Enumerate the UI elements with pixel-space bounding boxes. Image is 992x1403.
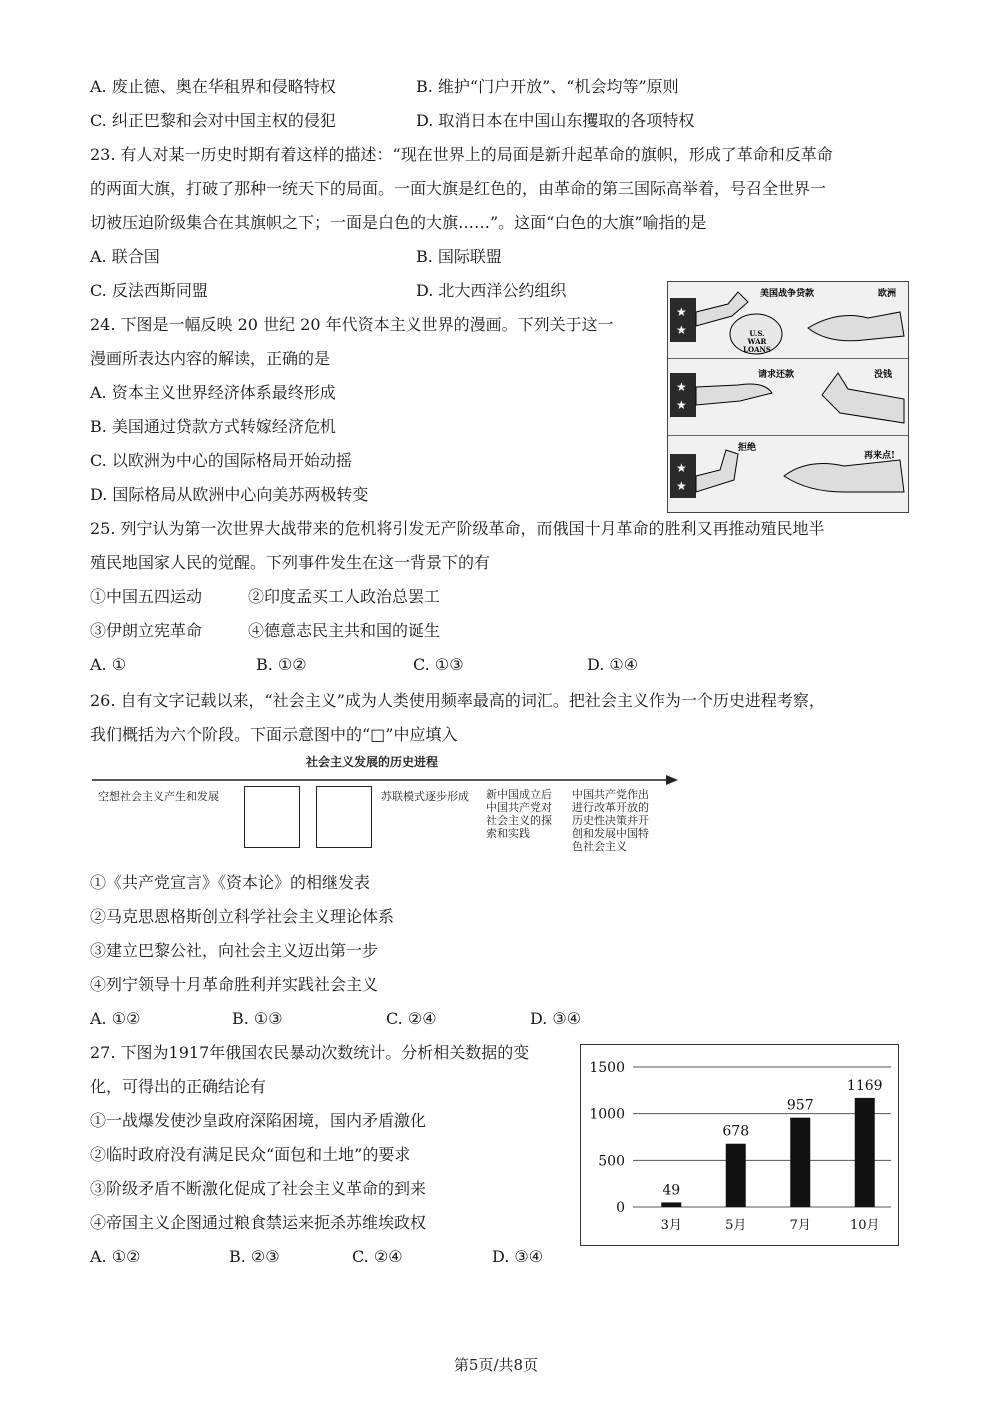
svg-text:★: ★ xyxy=(676,380,687,394)
q24-option-b: B. 美国通过贷款方式转嫁经济危机 xyxy=(90,417,336,436)
timeline-stage5-line-4: 索和实践 xyxy=(486,827,530,840)
cartoon-caption-europe: 欧洲 xyxy=(878,289,897,299)
q23-stem-line-2: 的两面大旗，打破了那种一统天下的局面。一面大旗是红色的，由革命的第三国际高举着，号召全世界一 xyxy=(90,179,827,198)
chart-bar xyxy=(726,1144,746,1207)
q26-stem-line-1: 26. 自有文字记载以来，“社会主义”成为人类使用频率最高的词汇。把社会主义作为一个历史进程考察， xyxy=(90,691,825,710)
q23-stem-line-1: 23. 有人对某一历史时期有着这样的描述：“现在世界上的局面是新升起革命的旗帜，形成了革命和反革命 xyxy=(90,145,833,164)
q25-item-2: ②印度孟买工人政治总罢工 xyxy=(248,587,441,606)
timeline-stage6-line-5: 色社会主义 xyxy=(572,840,627,853)
q26-item-3: ③建立巴黎公社，向社会主义迈出第一步 xyxy=(90,941,379,960)
q22-option-a: A. 废止德、奥在华租界和侵略特权 xyxy=(90,77,336,96)
chart-y-tick-label: 1500 xyxy=(589,1060,625,1076)
q26-option-d: D. ③④ xyxy=(530,1009,582,1028)
q26-option-a: A. ①② xyxy=(90,1009,141,1028)
chart-x-tick-label: 3月 xyxy=(660,1218,682,1233)
timeline-blank-box-1 xyxy=(244,786,300,848)
timeline-stage6-line-2: 进行改革开放的 xyxy=(572,801,649,814)
q26-option-c: C. ②④ xyxy=(386,1009,437,1028)
q23-option-b: B. 国际联盟 xyxy=(416,247,502,266)
q26-option-b: B. ①③ xyxy=(232,1009,283,1028)
q24-option-c: C. 以欧洲为中心的国际格局开始动摇 xyxy=(90,451,352,470)
chart-bar xyxy=(661,1202,681,1207)
q22-option-c: C. 纠正巴黎和会对中国主权的侵犯 xyxy=(90,111,336,130)
timeline-blank-box-2 xyxy=(316,786,372,848)
q26-stem-line-2: 我们概括为六个阶段。下面示意图中的“□”中应填入 xyxy=(90,725,458,744)
q22-option-d: D. 取消日本在中国山东攫取的各项特权 xyxy=(416,111,695,130)
timeline-title: 社会主义发展的历史进程 xyxy=(306,755,439,769)
q26-item-2: ②马克思恩格斯创立科学社会主义理论体系 xyxy=(90,907,395,926)
q25-stem-line-1: 25. 列宁认为第一次世界大战带来的危机将引发无产阶级革命，而俄国十月革命的胜利又再推动殖民地半 xyxy=(90,519,825,538)
q27-option-d: D. ③④ xyxy=(492,1247,544,1266)
chart-y-tick-label: 0 xyxy=(616,1200,625,1216)
svg-text:★: ★ xyxy=(676,461,687,475)
timeline-stage-utopian: 空想社会主义产生和发展 xyxy=(98,790,219,803)
q26-item-4: ④列宁领导十月革命胜利并实践社会主义 xyxy=(90,975,379,994)
q25-option-d: D. ①④ xyxy=(587,655,639,674)
q27-option-a: A. ①② xyxy=(90,1247,141,1266)
chart-value-label: 49 xyxy=(662,1182,681,1199)
timeline-stage5-line-3: 社会主义的探 xyxy=(486,814,552,827)
timeline-stage5-line-2: 中国共产党对 xyxy=(486,801,552,814)
cartoon-panel-1 xyxy=(668,282,908,359)
chart-value-label: 957 xyxy=(786,1097,814,1114)
chart-value-label: 678 xyxy=(722,1123,750,1140)
timeline-arrow xyxy=(90,772,680,786)
war-loans-cartoon xyxy=(667,281,909,513)
chart-y-tick-label: 1000 xyxy=(589,1106,625,1123)
cartoon-caption-no-money: 没钱 xyxy=(874,370,893,380)
q27-item-4: ④帝国主义企图通过粮食禁运来扼杀苏维埃政权 xyxy=(90,1213,427,1232)
q23-stem-line-3: 切被压迫阶级集合在其旗帜之下；一面是白色的大旗……”。这面“白色的大旗”喻指的是 xyxy=(90,213,707,232)
timeline-stage6-line-1: 中国共产党作出 xyxy=(572,788,649,801)
q23-option-d: D. 北大西洋公约组织 xyxy=(416,281,567,300)
chart-y-tick-label: 500 xyxy=(598,1153,625,1170)
q25-item-1: ①中国五四运动 xyxy=(90,587,203,606)
q25-item-3: ③伊朗立宪革命 xyxy=(90,621,203,640)
q25-option-c: C. ①③ xyxy=(413,655,464,674)
q27-stem-line-2: 化，可得出的正确结论有 xyxy=(90,1077,267,1096)
svg-text:★: ★ xyxy=(676,479,687,493)
q26-item-1: ①《共产党宣言》《资本论》的相继发表 xyxy=(90,873,371,892)
chart-bar xyxy=(855,1098,875,1207)
timeline-stage-new-china xyxy=(486,788,552,840)
q24-option-d: D. 国际格局从欧洲中心向美苏两极转变 xyxy=(90,485,369,504)
q23-option-a: A. 联合国 xyxy=(90,247,160,266)
cartoon-caption-us-war-loans: 美国战争贷款 xyxy=(760,289,815,299)
cartoon-caption-more: 再来点! xyxy=(864,451,895,461)
timeline-stage-soviet-model: 苏联模式逐步形成 xyxy=(381,790,469,803)
chart-bar xyxy=(790,1118,810,1207)
timeline-stage5-line-1: 新中国成立后 xyxy=(486,788,552,801)
svg-text:★: ★ xyxy=(676,305,687,319)
q22-option-b: B. 维护“门户开放”、“机会均等”原则 xyxy=(416,77,679,96)
q27-item-3: ③阶级矛盾不断激化促成了社会主义革命的到来 xyxy=(90,1179,427,1198)
cartoon-bag-label: U.S. WAR LOANS xyxy=(743,329,771,354)
cartoon-caption-request-repayment: 请求还款 xyxy=(758,370,795,380)
q25-item-4: ④德意志民主共和国的诞生 xyxy=(248,621,441,640)
cartoon-panel-2 xyxy=(668,359,908,436)
timeline-stage6-line-4: 创和发展中国特 xyxy=(572,827,649,840)
q25-stem-line-2: 殖民地国家人民的觉醒。下列事件发生在这一背景下的有 xyxy=(90,553,491,572)
peasant-uprisings-chart xyxy=(580,1044,899,1246)
chart-x-tick-label: 7月 xyxy=(789,1218,811,1233)
timeline-stage6-line-3: 历史性决策并开 xyxy=(572,814,649,827)
q24-stem-line-2: 漫画所表达内容的解读，正确的是 xyxy=(90,349,331,368)
q25-option-a: A. ① xyxy=(90,655,127,674)
q27-item-1: ①一战爆发使沙皇政府深陷困境，国内矛盾激化 xyxy=(90,1111,427,1130)
q27-option-c: C. ②④ xyxy=(352,1247,403,1266)
q23-option-c: C. 反法西斯同盟 xyxy=(90,281,208,300)
chart-x-tick-label: 5月 xyxy=(725,1218,747,1233)
q24-option-a: A. 资本主义世界经济体系最终形成 xyxy=(90,383,336,402)
page-footer: 第5页/共8页 xyxy=(453,1356,539,1374)
svg-text:★: ★ xyxy=(676,398,687,412)
cartoon-panel-3 xyxy=(668,436,908,512)
q27-option-b: B. ②③ xyxy=(229,1247,280,1266)
timeline-stage-reform xyxy=(572,788,649,853)
q27-stem-line-1: 27. 下图为1917年俄国农民暴动次数统计。分析相关数据的变 xyxy=(90,1043,530,1062)
chart-value-label: 1169 xyxy=(846,1077,883,1094)
q25-option-b: B. ①② xyxy=(256,655,307,674)
chart-plot xyxy=(581,1045,898,1245)
svg-text:★: ★ xyxy=(676,323,687,337)
chart-x-tick-label: 10月 xyxy=(849,1218,880,1233)
q27-item-2: ②临时政府没有满足民众“面包和土地”的要求 xyxy=(90,1145,411,1164)
q24-stem-line-1: 24. 下图是一幅反映 20 世纪 20 年代资本主义世界的漫画。下列关于这一 xyxy=(90,315,614,334)
cartoon-caption-refuse: 拒绝 xyxy=(738,443,757,453)
